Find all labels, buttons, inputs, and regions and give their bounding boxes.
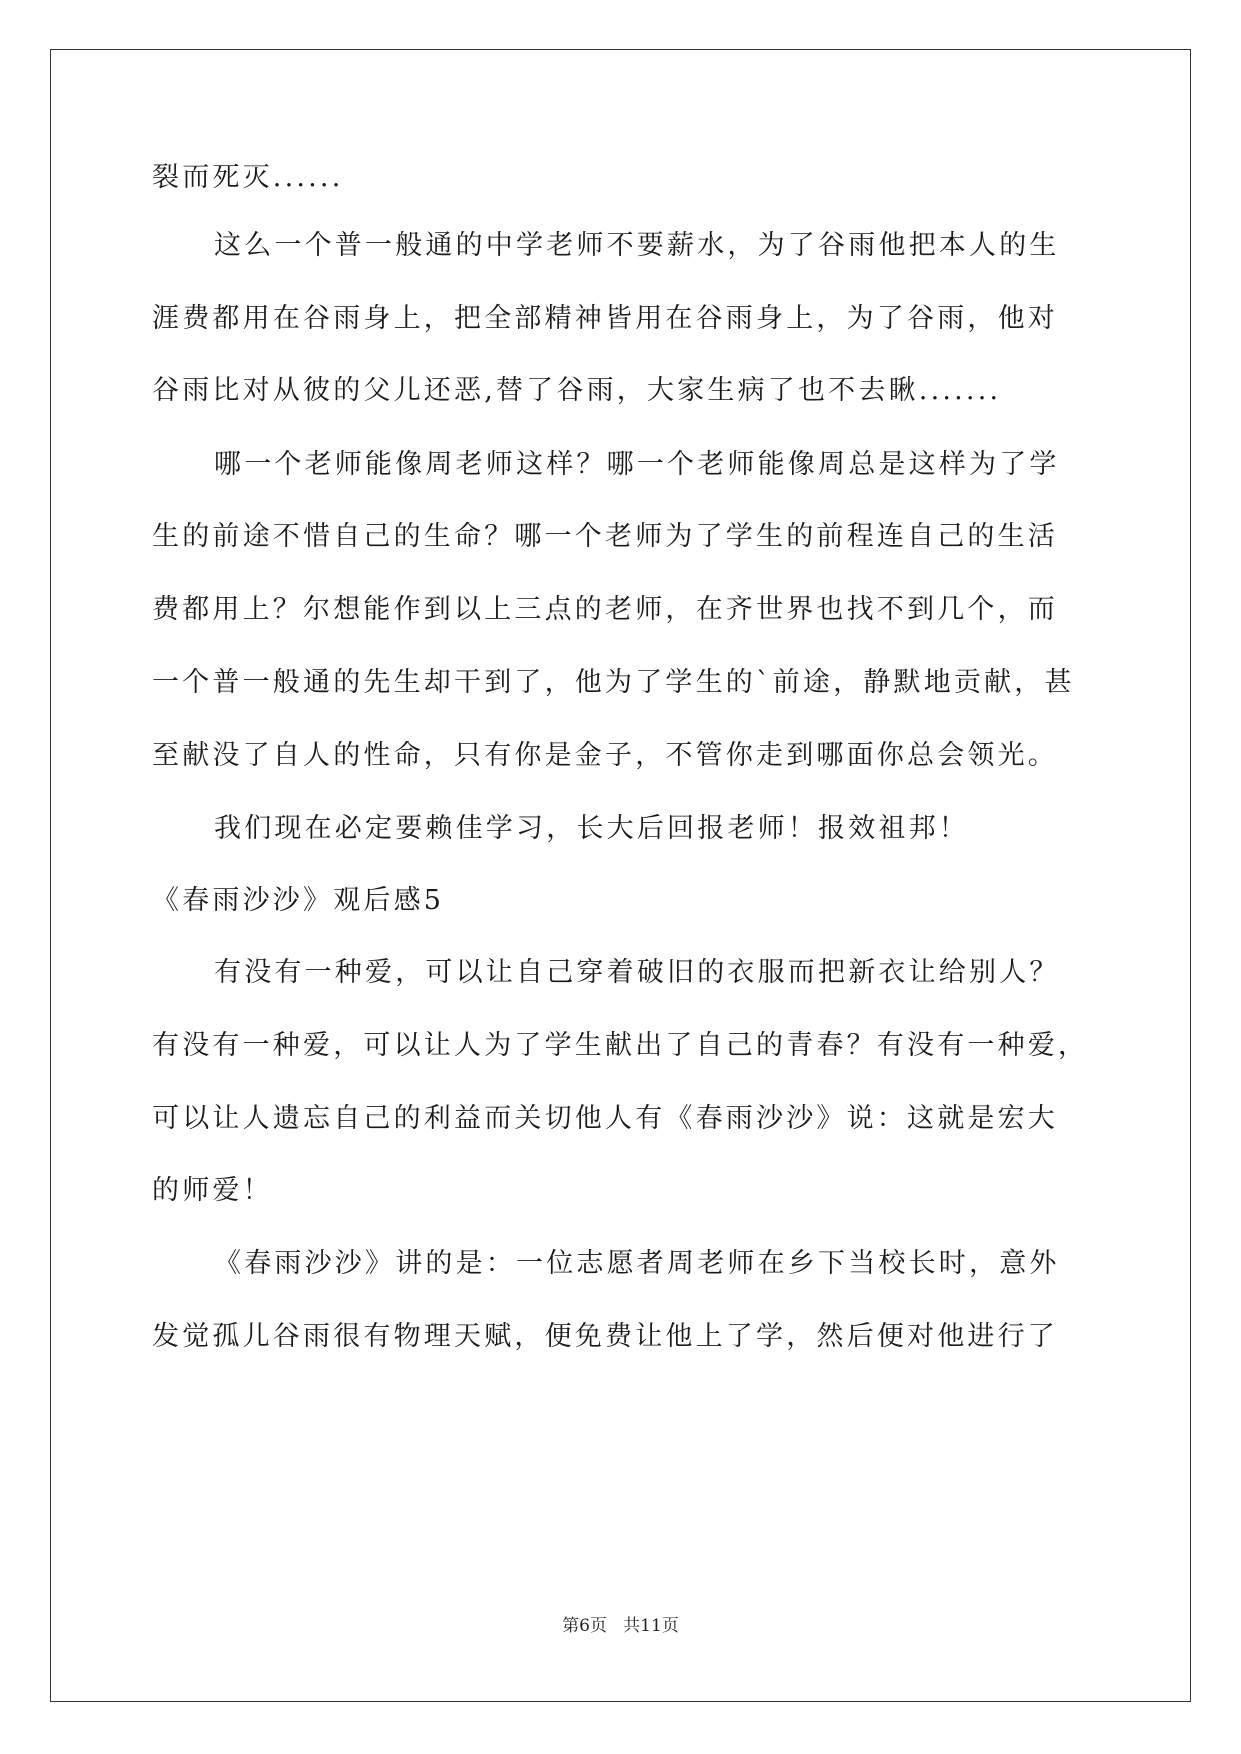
paragraph-start-line: 这么一个普一般通的中学老师不要薪水，为了谷雨他把本人的生	[214, 230, 1060, 261]
paragraph-start-line: 有没有一种爱，可以让自己穿着破旧的衣服而把新衣让给别人？	[214, 957, 1060, 988]
text-line: 费都用上？尔想能作到以上三点的老师，在齐世界也找不到几个，而	[152, 594, 1058, 625]
paragraph-start-line: 《春雨沙沙》讲的是：一位志愿者周老师在乡下当校长时，意外	[214, 1248, 1060, 1279]
page-number-footer: 第6页 共11页	[562, 1616, 679, 1636]
text-line: 至献没了自人的性命，只有你是金子，不管你走到哪面你总会领光。	[152, 740, 1058, 771]
text-line: 裂而死灭......	[152, 162, 344, 193]
text-line: 可以让人遗忘自己的利益而关切他人有《春雨沙沙》说：这就是宏大	[152, 1103, 1058, 1134]
text-line: 的师爱！	[152, 1175, 273, 1206]
page-border	[50, 49, 1191, 1702]
section-heading: 《春雨沙沙》观后感5	[152, 885, 445, 916]
paragraph-start-line: 哪一个老师能像周老师这样？哪一个老师能像周总是这样为了学	[214, 449, 1060, 480]
paragraph-start-line: 我们现在必定要赖佳学习，长大后回报老师！报效祖邦！	[214, 813, 969, 844]
text-line: 一个普一般通的先生却干到了，他为了学生的`前途，静默地贡献，甚	[152, 667, 1075, 698]
text-line: 谷雨比对从彼的父儿还恶,替了谷雨，大家生病了也不去瞅.......	[152, 375, 1002, 406]
text-line: 有没有一种爱，可以让人为了学生献出了自己的青春？有没有一种爱，	[152, 1030, 1089, 1061]
text-line: 发觉孤儿谷雨很有物理天赋，便免费让他上了学，然后便对他进行了	[152, 1321, 1058, 1352]
text-line: 涯费都用在谷雨身上，把全部精神皆用在谷雨身上，为了谷雨，他对	[152, 303, 1058, 334]
text-line: 生的前途不惜自己的生命？哪一个老师为了学生的前程连自己的生活	[152, 521, 1058, 552]
